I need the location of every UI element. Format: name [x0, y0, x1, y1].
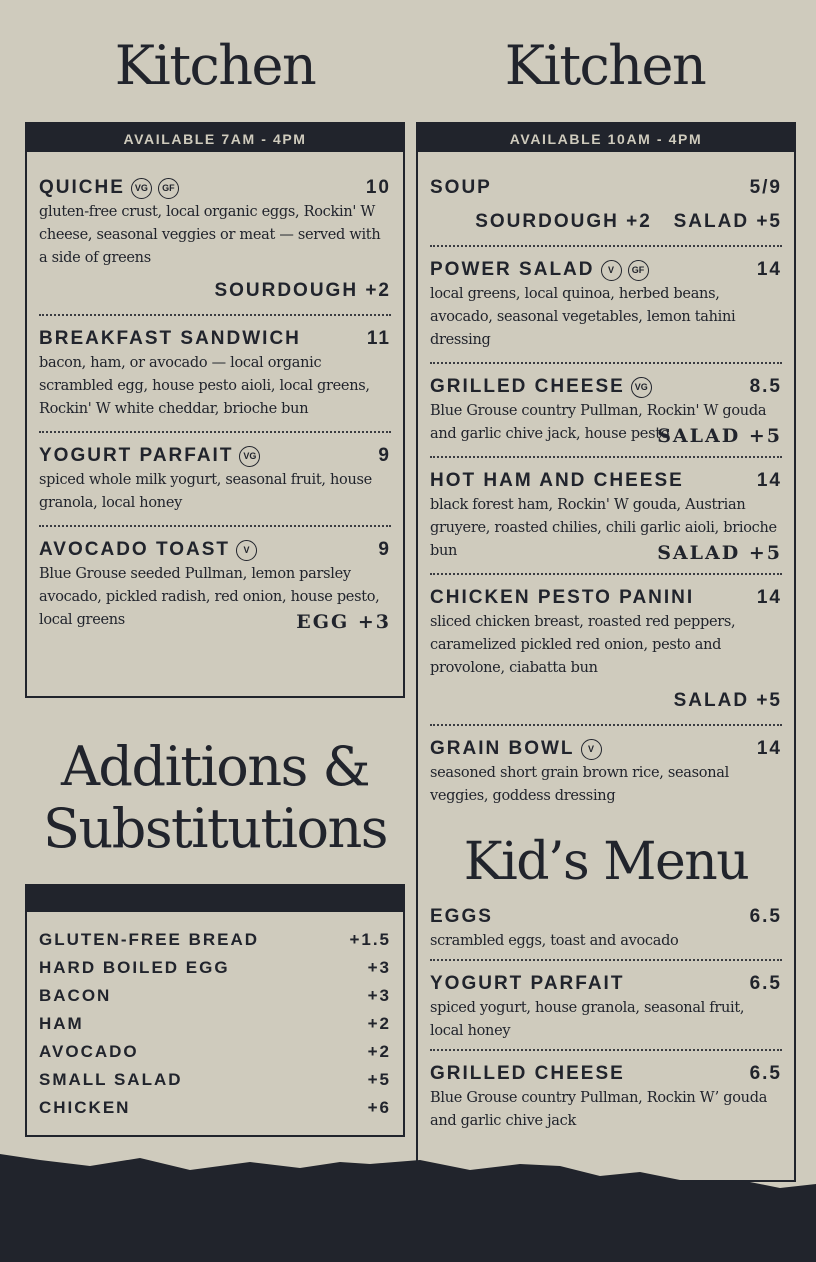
menu-item-price: 14 [756, 259, 782, 280]
menu-item-header [430, 468, 782, 494]
menu-item-header [430, 904, 782, 930]
menu-item-price: 5/9 [749, 177, 782, 198]
menu-item-name: EGGS [430, 906, 493, 927]
menu-item-header [39, 175, 391, 201]
menu-item-header [39, 537, 391, 563]
menu-item-name-group [39, 328, 301, 350]
menu-item [39, 326, 391, 421]
description-text: sliced chicken breast, roasted red peppers, caramelized pickled red onion, pesto and provolone, ciabatta bun [430, 614, 736, 676]
menu-item-name-group [39, 539, 257, 561]
additions-title-line1: Additions & [60, 735, 370, 798]
menu-item-name-group [430, 177, 492, 199]
menu-item-price: 14 [756, 470, 782, 491]
dietary-badge-vg-icon: VG [631, 377, 652, 398]
dotted-separator [430, 573, 782, 575]
dotted-separator [39, 525, 391, 527]
menu-item-header [430, 374, 782, 400]
menu-item-header [430, 1061, 782, 1087]
menu-item-description [430, 1087, 782, 1133]
menu-item-description [39, 201, 391, 270]
menu-item-header [430, 971, 782, 997]
menu-item-name: GRILLED CHEESE [430, 376, 625, 397]
menu-item [430, 1061, 782, 1133]
dietary-badge-vg-icon: VG [239, 446, 260, 467]
menu-item [430, 468, 782, 563]
dotted-separator [430, 245, 782, 247]
menu-item-price: 14 [756, 587, 782, 608]
additions-title [20, 736, 410, 860]
menu-item [39, 175, 391, 304]
menu-item-header [430, 736, 782, 762]
kids-menu-items [418, 898, 794, 1133]
menu-item-price: 10 [365, 177, 391, 198]
menu-item [430, 374, 782, 446]
addition-name: BACON [39, 986, 112, 1005]
addon-option: SALAD +5 [657, 542, 782, 564]
menu-item-name: BREAKFAST SANDWICH [39, 328, 301, 349]
menu-item-name-group [430, 973, 624, 995]
menu-item [39, 443, 391, 515]
addon-option: EGG +3 [296, 611, 391, 633]
dotted-separator [39, 314, 391, 316]
menu-item-name-group [39, 445, 260, 467]
menu-items [27, 152, 403, 632]
description-text: Blue Grouse country Pullman, Rockin' W gouda and garlic chive jack, house pesto [430, 403, 767, 442]
menu-item-name: AVOCADO TOAST [39, 539, 231, 560]
menu-item-price: 8.5 [749, 376, 782, 397]
addon-option: SOURDOUGH +2 [214, 280, 391, 301]
hours-banner: AVAILABLE 10AM - 4PM [418, 124, 794, 152]
addition-row [27, 1094, 403, 1122]
description-text: Blue Grouse country Pullman, Rockin W’ gouda and garlic chive jack [430, 1090, 768, 1129]
menu-item-description [430, 400, 782, 446]
addition-price: +5 [367, 1070, 391, 1089]
addition-row [27, 1066, 403, 1094]
description-text: spiced whole milk yogurt, seasonal fruit, house granola, local honey [39, 472, 372, 511]
menu-item-name-group [430, 738, 602, 760]
menu-item-description [430, 283, 782, 352]
additions-title-line2: Substitutions [43, 797, 387, 860]
menu-item-price: 6.5 [749, 1063, 782, 1084]
menu-item-name: GRAIN BOWL [430, 738, 575, 759]
menu-item-name: YOGURT PARFAIT [430, 973, 625, 994]
menu-items [418, 152, 794, 808]
menu-item-description [39, 563, 391, 632]
mountain-silhouette [0, 1140, 816, 1262]
breakfast-menu-box [25, 122, 405, 698]
menu-item [430, 585, 782, 714]
menu-item-price: 6.5 [749, 973, 782, 994]
menu-item-name-group [430, 259, 649, 281]
menu-item-name-group [430, 587, 694, 609]
menu-item-name: CHICKEN PESTO PANINI [430, 587, 695, 608]
addition-price: +3 [367, 986, 391, 1005]
dotted-separator [430, 456, 782, 458]
menu-item [39, 537, 391, 632]
addition-name: HAM [39, 1014, 84, 1033]
description-text: Blue Grouse seeded Pullman, lemon parsley avocado, pickled radish, red onion, house pesto, local greens [39, 566, 380, 628]
addition-name: HARD BOILED EGG [39, 958, 230, 977]
menu-item-name-group [430, 1063, 625, 1085]
menu-item-description [430, 762, 782, 808]
menu-item [430, 971, 782, 1043]
menu-item-header [430, 257, 782, 283]
description-text: gluten-free crust, local organic eggs, Rockin' W cheese, seasonal veggies or meat — served with a side of greens [39, 204, 381, 266]
menu-item-name: YOGURT PARFAIT [39, 445, 234, 466]
addition-price: +3 [367, 958, 391, 977]
menu-item-name: SOUP [430, 177, 492, 198]
addition-row [27, 926, 403, 954]
menu-item-price: 11 [366, 328, 391, 349]
additions-list [27, 912, 403, 1122]
dotted-separator [430, 959, 782, 961]
menu-item [430, 736, 782, 808]
description-text: spiced yogurt, house granola, seasonal fruit, local honey [430, 1000, 745, 1039]
addon-option: SALAD +5 [657, 425, 782, 447]
menu-item-name-group [39, 177, 179, 199]
menu-item-description [430, 997, 782, 1043]
dietary-badge-gf-icon: GF [158, 178, 179, 199]
addition-name: AVOCADO [39, 1042, 139, 1061]
menu-item [430, 904, 782, 953]
addition-price: +1.5 [349, 930, 391, 949]
menu-item-header [39, 326, 391, 352]
menu-item-description [430, 494, 782, 563]
addition-name: SMALL SALAD [39, 1070, 183, 1089]
dotted-separator [39, 431, 391, 433]
description-text: black forest ham, Rockin' W gouda, Austrian gruyere, roasted chilies, chili garlic aioli, brioche bun [430, 497, 777, 559]
description-text: scrambled eggs, toast and avocado [430, 933, 679, 949]
left-kitchen-title: Kitchen [114, 34, 316, 97]
menu-item-header [430, 585, 782, 611]
addition-price: +6 [367, 1098, 391, 1117]
hours-banner: AVAILABLE 7AM - 4PM [27, 124, 403, 152]
menu-item-header [39, 443, 391, 469]
menu-item-name-group [430, 906, 493, 928]
menu-item-header [430, 175, 782, 201]
menu-item [430, 257, 782, 352]
addition-price: +2 [367, 1042, 391, 1061]
lunch-menu-box [416, 122, 796, 1182]
right-kitchen-title: Kitchen [504, 34, 706, 97]
menu-item-name-group [430, 376, 652, 398]
menu-item-description [430, 611, 782, 680]
dotted-separator [430, 1049, 782, 1051]
menu-item-description [39, 469, 391, 515]
addition-price: +2 [367, 1014, 391, 1033]
addition-name: GLUTEN-FREE BREAD [39, 930, 260, 949]
additions-box [25, 884, 405, 1137]
description-text: bacon, ham, or avocado — local organic scrambled egg, house pesto aioli, local greens, Rockin' W white cheddar, brioche bun [39, 355, 370, 417]
additions-banner [27, 886, 403, 912]
dotted-separator [430, 362, 782, 364]
addition-row [27, 954, 403, 982]
menu-item-name-group [430, 470, 684, 492]
menu-item-name: QUICHE [39, 177, 125, 198]
menu-item-price: 9 [378, 539, 391, 560]
dietary-badge-v-icon: V [236, 540, 257, 561]
addon-option: SOURDOUGH +2 SALAD +5 [475, 211, 782, 232]
menu-item-name: POWER SALAD [430, 259, 595, 280]
addition-row [27, 982, 403, 1010]
menu-item-price: 6.5 [749, 906, 782, 927]
description-text: seasoned short grain brown rice, seasonal veggies, goddess dressing [430, 765, 729, 804]
menu-item-description [430, 930, 782, 953]
kids-menu-title: Kid’s Menu [463, 832, 749, 892]
dietary-badge-vg-icon: VG [131, 178, 152, 199]
dietary-badge-v-icon: V [601, 260, 622, 281]
menu-item-description [39, 352, 391, 421]
menu-item-price: 9 [378, 445, 391, 466]
menu-item-name: HOT HAM AND CHEESE [430, 470, 684, 491]
description-text: local greens, local quinoa, herbed beans, avocado, seasonal vegetables, lemon tahini dressing [430, 286, 736, 348]
dietary-badge-gf-icon: GF [628, 260, 649, 281]
dotted-separator [430, 724, 782, 726]
dietary-badge-v-icon: V [581, 739, 602, 760]
addition-row [27, 1010, 403, 1038]
addition-row [27, 1038, 403, 1066]
menu-item [430, 175, 782, 235]
menu-item-price: 14 [756, 738, 782, 759]
addon-option: SALAD +5 [673, 690, 782, 711]
addition-name: CHICKEN [39, 1098, 131, 1117]
menu-item-name: GRILLED CHEESE [430, 1063, 625, 1084]
